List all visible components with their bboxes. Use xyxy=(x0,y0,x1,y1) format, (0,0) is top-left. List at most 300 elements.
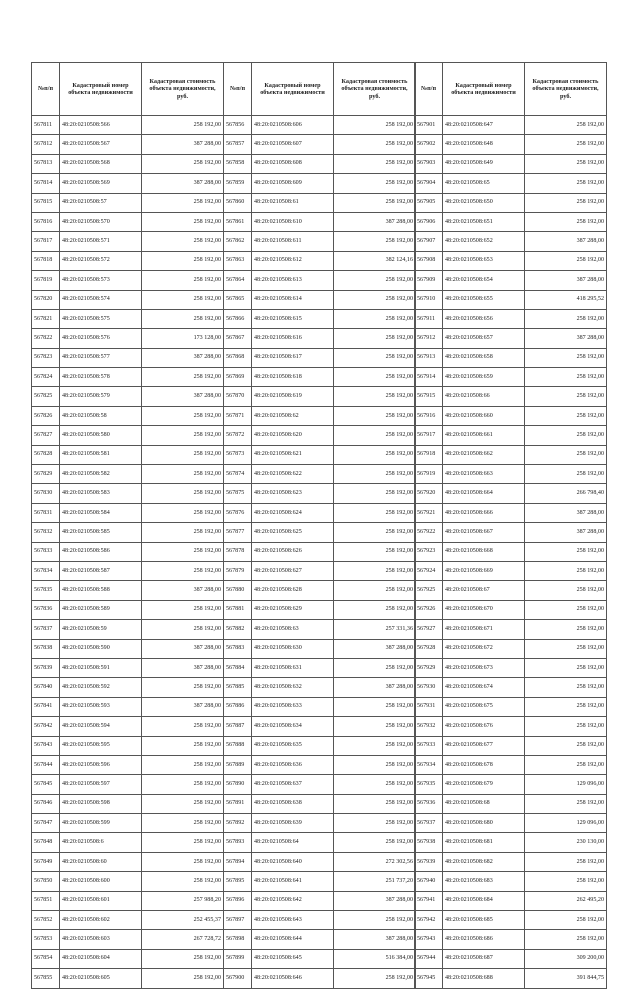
cadastral-number: 48:20:0210508:680 xyxy=(443,814,525,833)
table-row xyxy=(32,406,224,425)
table-row xyxy=(224,290,416,309)
cadastral-value: 258 192,00 xyxy=(142,290,224,309)
cadastral-number: 48:20:0210508:664 xyxy=(443,484,525,503)
table-row xyxy=(224,251,416,270)
cadastral-value: 252 455,37 xyxy=(142,911,224,930)
table-row xyxy=(32,174,224,193)
row-number: 567864 xyxy=(224,271,252,290)
cadastral-number: 48:20:0210508:653 xyxy=(443,251,525,270)
table-row xyxy=(415,348,607,367)
cadastral-value: 258 192,00 xyxy=(142,775,224,794)
cadastral-number: 48:20:0210508:662 xyxy=(443,445,525,464)
table-row xyxy=(32,523,224,542)
cadastral-value: 387 288,00 xyxy=(334,891,416,910)
row-number: 567820 xyxy=(32,290,60,309)
cadastral-number: 48:20:0210508:667 xyxy=(443,523,525,542)
row-number: 567899 xyxy=(224,949,252,968)
cadastral-value: 258 192,00 xyxy=(334,717,416,736)
table-row xyxy=(224,329,416,348)
table-row xyxy=(415,930,607,949)
row-number: 567831 xyxy=(32,503,60,522)
row-number: 567910 xyxy=(415,290,443,309)
table-row xyxy=(415,135,607,154)
header-code: Кадастровый номер объекта недвижимости xyxy=(252,63,334,116)
cadastral-number: 48:20:0210508:671 xyxy=(443,620,525,639)
cadastral-number: 48:20:0210508:609 xyxy=(252,174,334,193)
cadastral-number: 48:20:0210508:655 xyxy=(443,290,525,309)
cadastral-value: 387 288,00 xyxy=(334,678,416,697)
cadastral-value: 258 192,00 xyxy=(334,232,416,251)
table-row xyxy=(32,852,224,871)
cadastral-value: 258 192,00 xyxy=(525,465,607,484)
table-row xyxy=(32,639,224,658)
table-row xyxy=(415,212,607,231)
header-code: Кадастровый номер объекта недвижимости xyxy=(443,63,525,116)
cadastral-number: 48:20:0210508:614 xyxy=(252,290,334,309)
cadastral-value: 258 192,00 xyxy=(525,755,607,774)
cadastral-number: 48:20:0210508:629 xyxy=(252,600,334,619)
table-row xyxy=(32,426,224,445)
table-row xyxy=(32,794,224,813)
row-number: 567881 xyxy=(224,600,252,619)
row-number: 567829 xyxy=(32,465,60,484)
row-number: 567916 xyxy=(415,406,443,425)
row-number: 567882 xyxy=(224,620,252,639)
table-header-row xyxy=(415,63,607,116)
row-number: 567868 xyxy=(224,348,252,367)
cadastral-value: 387 288,00 xyxy=(525,523,607,542)
row-number: 567924 xyxy=(415,561,443,580)
cadastral-value: 230 130,00 xyxy=(525,833,607,852)
table-row xyxy=(32,445,224,464)
row-number: 567823 xyxy=(32,348,60,367)
cadastral-number: 48:20:0210508:566 xyxy=(60,116,142,135)
cadastral-number: 48:20:0210508:676 xyxy=(443,717,525,736)
table-row xyxy=(224,309,416,328)
table-row xyxy=(32,697,224,716)
cadastral-number: 48:20:0210508:600 xyxy=(60,872,142,891)
cadastral-value: 129 096,00 xyxy=(525,775,607,794)
table-row xyxy=(224,232,416,251)
cadastral-value: 267 728,72 xyxy=(142,930,224,949)
cadastral-number: 48:20:0210508:604 xyxy=(60,949,142,968)
cadastral-value: 258 192,00 xyxy=(142,833,224,852)
cadastral-number: 48:20:0210508:621 xyxy=(252,445,334,464)
row-number: 567929 xyxy=(415,658,443,677)
table-row xyxy=(224,833,416,852)
cadastral-value: 258 192,00 xyxy=(334,542,416,561)
cadastral-value: 387 288,00 xyxy=(142,639,224,658)
cadastral-value: 129 096,00 xyxy=(525,814,607,833)
cadastral-number: 48:20:0210508:618 xyxy=(252,368,334,387)
row-number: 567915 xyxy=(415,387,443,406)
row-number: 567903 xyxy=(415,154,443,173)
cadastral-value: 258 192,00 xyxy=(142,406,224,425)
row-number: 567871 xyxy=(224,406,252,425)
cadastral-number: 48:20:0210508:681 xyxy=(443,833,525,852)
table-row xyxy=(224,445,416,464)
table-row xyxy=(415,329,607,348)
table-row xyxy=(224,600,416,619)
cadastral-number: 48:20:0210508:639 xyxy=(252,814,334,833)
row-number: 567867 xyxy=(224,329,252,348)
table-row xyxy=(224,736,416,755)
cadastral-number: 48:20:0210508:620 xyxy=(252,426,334,445)
cadastral-value: 258 192,00 xyxy=(334,969,416,988)
row-number: 567906 xyxy=(415,212,443,231)
cadastral-number: 48:20:0210508:645 xyxy=(252,949,334,968)
table-row xyxy=(32,116,224,135)
table-row xyxy=(415,911,607,930)
cadastral-number: 48:20:0210508:587 xyxy=(60,561,142,580)
cadastral-number: 48:20:0210508:634 xyxy=(252,717,334,736)
row-number: 567887 xyxy=(224,717,252,736)
cadastral-value: 258 192,00 xyxy=(525,135,607,154)
table-row xyxy=(224,523,416,542)
table-row xyxy=(415,833,607,852)
cadastral-number: 48:20:0210508:688 xyxy=(443,969,525,988)
row-number: 567854 xyxy=(32,949,60,968)
row-number: 567940 xyxy=(415,872,443,891)
row-number: 567825 xyxy=(32,387,60,406)
table-row xyxy=(224,348,416,367)
row-number: 567852 xyxy=(32,911,60,930)
table-row xyxy=(32,484,224,503)
cadastral-value: 258 192,00 xyxy=(525,736,607,755)
row-number: 567824 xyxy=(32,368,60,387)
cadastral-number: 48:20:0210508:61 xyxy=(252,193,334,212)
row-number: 567841 xyxy=(32,697,60,716)
cadastral-value: 258 192,00 xyxy=(334,775,416,794)
cadastral-value: 258 192,00 xyxy=(334,348,416,367)
table-row xyxy=(32,309,224,328)
cadastral-number: 48:20:0210508:60 xyxy=(60,852,142,871)
cadastral-number: 48:20:0210508:6 xyxy=(60,833,142,852)
table-row xyxy=(415,503,607,522)
cadastral-value: 258 192,00 xyxy=(334,736,416,755)
row-number: 567885 xyxy=(224,678,252,697)
cadastral-value: 391 844,75 xyxy=(525,969,607,988)
row-number: 567890 xyxy=(224,775,252,794)
table-row xyxy=(415,465,607,484)
cadastral-number: 48:20:0210508:652 xyxy=(443,232,525,251)
cadastral-number: 48:20:0210508:576 xyxy=(60,329,142,348)
cadastral-value: 258 192,00 xyxy=(142,852,224,871)
cadastral-value: 258 192,00 xyxy=(334,116,416,135)
row-number: 567913 xyxy=(415,348,443,367)
cadastral-value: 257 988,20 xyxy=(142,891,224,910)
table-row xyxy=(32,232,224,251)
cadastral-value: 258 192,00 xyxy=(334,193,416,212)
row-number: 567858 xyxy=(224,154,252,173)
cadastral-number: 48:20:0210508:628 xyxy=(252,581,334,600)
cadastral-number: 48:20:0210508:591 xyxy=(60,658,142,677)
cadastral-number: 48:20:0210508:633 xyxy=(252,697,334,716)
row-number: 567817 xyxy=(32,232,60,251)
table-row xyxy=(32,368,224,387)
cadastral-number: 48:20:0210508:577 xyxy=(60,348,142,367)
table-row xyxy=(32,891,224,910)
table-row xyxy=(415,814,607,833)
cadastral-value: 258 192,00 xyxy=(334,174,416,193)
cadastral-value: 258 192,00 xyxy=(525,193,607,212)
table-row xyxy=(415,600,607,619)
cadastral-value: 387 288,00 xyxy=(525,503,607,522)
cadastral-value: 258 192,00 xyxy=(334,329,416,348)
cadastral-number: 48:20:0210508:687 xyxy=(443,949,525,968)
cadastral-value: 258 192,00 xyxy=(334,814,416,833)
table-row xyxy=(415,639,607,658)
cadastral-value: 258 192,00 xyxy=(142,116,224,135)
cadastral-value: 387 288,00 xyxy=(142,387,224,406)
table-row xyxy=(224,561,416,580)
cadastral-value: 387 288,00 xyxy=(142,658,224,677)
table-row xyxy=(224,426,416,445)
row-number: 567932 xyxy=(415,717,443,736)
cadastral-number: 48:20:0210508:616 xyxy=(252,329,334,348)
row-number: 567813 xyxy=(32,154,60,173)
cadastral-value: 258 192,00 xyxy=(142,717,224,736)
cadastral-number: 48:20:0210508:572 xyxy=(60,251,142,270)
cadastral-value: 258 192,00 xyxy=(334,154,416,173)
table-row xyxy=(224,154,416,173)
cadastral-value: 387 288,00 xyxy=(142,348,224,367)
cadastral-value: 258 192,00 xyxy=(142,212,224,231)
table-row xyxy=(415,697,607,716)
cadastral-number: 48:20:0210508:66 xyxy=(443,387,525,406)
cadastral-number: 48:20:0210508:654 xyxy=(443,271,525,290)
row-number: 567844 xyxy=(32,755,60,774)
row-number: 567856 xyxy=(224,116,252,135)
cadastral-value: 258 192,00 xyxy=(525,542,607,561)
cadastral-number: 48:20:0210508:568 xyxy=(60,154,142,173)
table-row xyxy=(415,406,607,425)
cadastral-number: 48:20:0210508:65 xyxy=(443,174,525,193)
cadastral-value: 258 192,00 xyxy=(525,930,607,949)
cadastral-number: 48:20:0210508:644 xyxy=(252,930,334,949)
cadastral-number: 48:20:0210508:57 xyxy=(60,193,142,212)
cadastral-number: 48:20:0210508:596 xyxy=(60,755,142,774)
cadastral-number: 48:20:0210508:581 xyxy=(60,445,142,464)
row-number: 567902 xyxy=(415,135,443,154)
cadastral-value: 387 288,00 xyxy=(334,639,416,658)
row-number: 567939 xyxy=(415,852,443,871)
table-row xyxy=(32,930,224,949)
table-row xyxy=(32,658,224,677)
row-number: 567832 xyxy=(32,523,60,542)
row-number: 567895 xyxy=(224,872,252,891)
table-row xyxy=(32,736,224,755)
cadastral-number: 48:20:0210508:669 xyxy=(443,561,525,580)
row-number: 567931 xyxy=(415,697,443,716)
row-number: 567872 xyxy=(224,426,252,445)
row-number: 567918 xyxy=(415,445,443,464)
cadastral-value: 258 192,00 xyxy=(142,271,224,290)
row-number: 567886 xyxy=(224,697,252,716)
cadastral-value: 258 192,00 xyxy=(525,620,607,639)
cadastral-number: 48:20:0210508:611 xyxy=(252,232,334,251)
cadastral-value: 387 288,00 xyxy=(142,174,224,193)
table-row xyxy=(415,174,607,193)
row-number: 567846 xyxy=(32,794,60,813)
row-number: 567869 xyxy=(224,368,252,387)
header-num: №п/п xyxy=(415,63,443,116)
row-number: 567827 xyxy=(32,426,60,445)
cadastral-value: 258 192,00 xyxy=(525,561,607,580)
row-number: 567814 xyxy=(32,174,60,193)
row-number: 567909 xyxy=(415,271,443,290)
cadastral-value: 258 192,00 xyxy=(525,154,607,173)
table-row xyxy=(32,755,224,774)
cadastral-number: 48:20:0210508:578 xyxy=(60,368,142,387)
cadastre-table-1 xyxy=(31,62,224,989)
row-number: 567848 xyxy=(32,833,60,852)
table-row xyxy=(224,503,416,522)
row-number: 567936 xyxy=(415,794,443,813)
cadastral-number: 48:20:0210508:617 xyxy=(252,348,334,367)
row-number: 567905 xyxy=(415,193,443,212)
cadastral-value: 266 798,40 xyxy=(525,484,607,503)
row-number: 567862 xyxy=(224,232,252,251)
row-number: 567845 xyxy=(32,775,60,794)
cadastral-value: 258 192,00 xyxy=(142,620,224,639)
table-row xyxy=(224,930,416,949)
cadastral-value: 258 192,00 xyxy=(525,309,607,328)
table-row xyxy=(224,368,416,387)
cadastral-value: 258 192,00 xyxy=(334,271,416,290)
cadastral-value: 258 192,00 xyxy=(142,814,224,833)
row-number: 567812 xyxy=(32,135,60,154)
cadastral-value: 258 192,00 xyxy=(142,949,224,968)
table-row xyxy=(32,271,224,290)
cadastral-value: 258 192,00 xyxy=(142,969,224,988)
table-row xyxy=(224,620,416,639)
cadastral-number: 48:20:0210508:648 xyxy=(443,135,525,154)
cadastral-number: 48:20:0210508:592 xyxy=(60,678,142,697)
cadastral-value: 418 295,52 xyxy=(525,290,607,309)
cadastral-number: 48:20:0210508:582 xyxy=(60,465,142,484)
row-number: 567870 xyxy=(224,387,252,406)
cadastral-number: 48:20:0210508:610 xyxy=(252,212,334,231)
row-number: 567830 xyxy=(32,484,60,503)
row-number: 567904 xyxy=(415,174,443,193)
table-row xyxy=(415,484,607,503)
table-row xyxy=(415,872,607,891)
table-row xyxy=(224,852,416,871)
cadastral-number: 48:20:0210508:599 xyxy=(60,814,142,833)
cadastral-number: 48:20:0210508:656 xyxy=(443,309,525,328)
row-number: 567849 xyxy=(32,852,60,871)
cadastral-number: 48:20:0210508:580 xyxy=(60,426,142,445)
cadastral-number: 48:20:0210508:635 xyxy=(252,736,334,755)
cadastral-number: 48:20:0210508:661 xyxy=(443,426,525,445)
cadastral-value: 258 192,00 xyxy=(142,755,224,774)
cadastral-value: 258 192,00 xyxy=(525,911,607,930)
row-number: 567888 xyxy=(224,736,252,755)
table-row xyxy=(32,251,224,270)
cadastral-value: 258 192,00 xyxy=(525,678,607,697)
cadastral-value: 258 192,00 xyxy=(334,484,416,503)
cadastral-value: 258 192,00 xyxy=(142,678,224,697)
table-row xyxy=(415,154,607,173)
row-number: 567921 xyxy=(415,503,443,522)
cadastral-value: 258 192,00 xyxy=(334,290,416,309)
table-row xyxy=(224,212,416,231)
table-row xyxy=(32,212,224,231)
table-row xyxy=(415,116,607,135)
table-row xyxy=(224,891,416,910)
cadastral-number: 48:20:0210508:638 xyxy=(252,794,334,813)
table-row xyxy=(32,135,224,154)
cadastral-number: 48:20:0210508:674 xyxy=(443,678,525,697)
cadastral-value: 258 192,00 xyxy=(525,116,607,135)
table-row xyxy=(32,620,224,639)
table-row xyxy=(415,561,607,580)
cadastral-number: 48:20:0210508:583 xyxy=(60,484,142,503)
cadastral-number: 48:20:0210508:571 xyxy=(60,232,142,251)
cadastral-value: 387 288,00 xyxy=(525,329,607,348)
cadastral-value: 258 192,00 xyxy=(334,523,416,542)
row-number: 567917 xyxy=(415,426,443,445)
table-row xyxy=(224,542,416,561)
cadastral-value: 258 192,00 xyxy=(142,368,224,387)
cadastral-number: 48:20:0210508:585 xyxy=(60,523,142,542)
row-number: 567842 xyxy=(32,717,60,736)
cadastral-value: 258 192,00 xyxy=(334,135,416,154)
cadastral-number: 48:20:0210508:595 xyxy=(60,736,142,755)
table-row xyxy=(415,717,607,736)
row-number: 567860 xyxy=(224,193,252,212)
row-number: 567822 xyxy=(32,329,60,348)
row-number: 567930 xyxy=(415,678,443,697)
cadastral-number: 48:20:0210508:593 xyxy=(60,697,142,716)
cadastral-value: 258 192,00 xyxy=(525,368,607,387)
row-number: 567828 xyxy=(32,445,60,464)
cadastral-number: 48:20:0210508:636 xyxy=(252,755,334,774)
table-row xyxy=(32,911,224,930)
cadastral-value: 258 192,00 xyxy=(334,697,416,716)
cadastral-value: 258 192,00 xyxy=(334,833,416,852)
cadastral-value: 309 200,00 xyxy=(525,949,607,968)
row-number: 567816 xyxy=(32,212,60,231)
row-number: 567863 xyxy=(224,251,252,270)
cadastral-value: 173 128,00 xyxy=(142,329,224,348)
table-row xyxy=(224,755,416,774)
table-row xyxy=(32,969,224,988)
table-row xyxy=(32,290,224,309)
cadastral-number: 48:20:0210508:612 xyxy=(252,251,334,270)
header-code: Кадастровый номер объекта недвижимости xyxy=(60,63,142,116)
cadastral-value: 258 192,00 xyxy=(334,426,416,445)
cadastral-number: 48:20:0210508:625 xyxy=(252,523,334,542)
table-row xyxy=(415,755,607,774)
cadastral-value: 258 192,00 xyxy=(142,465,224,484)
row-number: 567912 xyxy=(415,329,443,348)
table-row xyxy=(415,658,607,677)
row-number: 567873 xyxy=(224,445,252,464)
table-row xyxy=(415,271,607,290)
row-number: 567839 xyxy=(32,658,60,677)
cadastral-number: 48:20:0210508:627 xyxy=(252,561,334,580)
cadastral-number: 48:20:0210508:685 xyxy=(443,911,525,930)
row-number: 567892 xyxy=(224,814,252,833)
row-number: 567943 xyxy=(415,930,443,949)
row-number: 567834 xyxy=(32,561,60,580)
cadastral-number: 48:20:0210508:659 xyxy=(443,368,525,387)
row-number: 567933 xyxy=(415,736,443,755)
row-number: 567850 xyxy=(32,872,60,891)
table-row xyxy=(32,542,224,561)
